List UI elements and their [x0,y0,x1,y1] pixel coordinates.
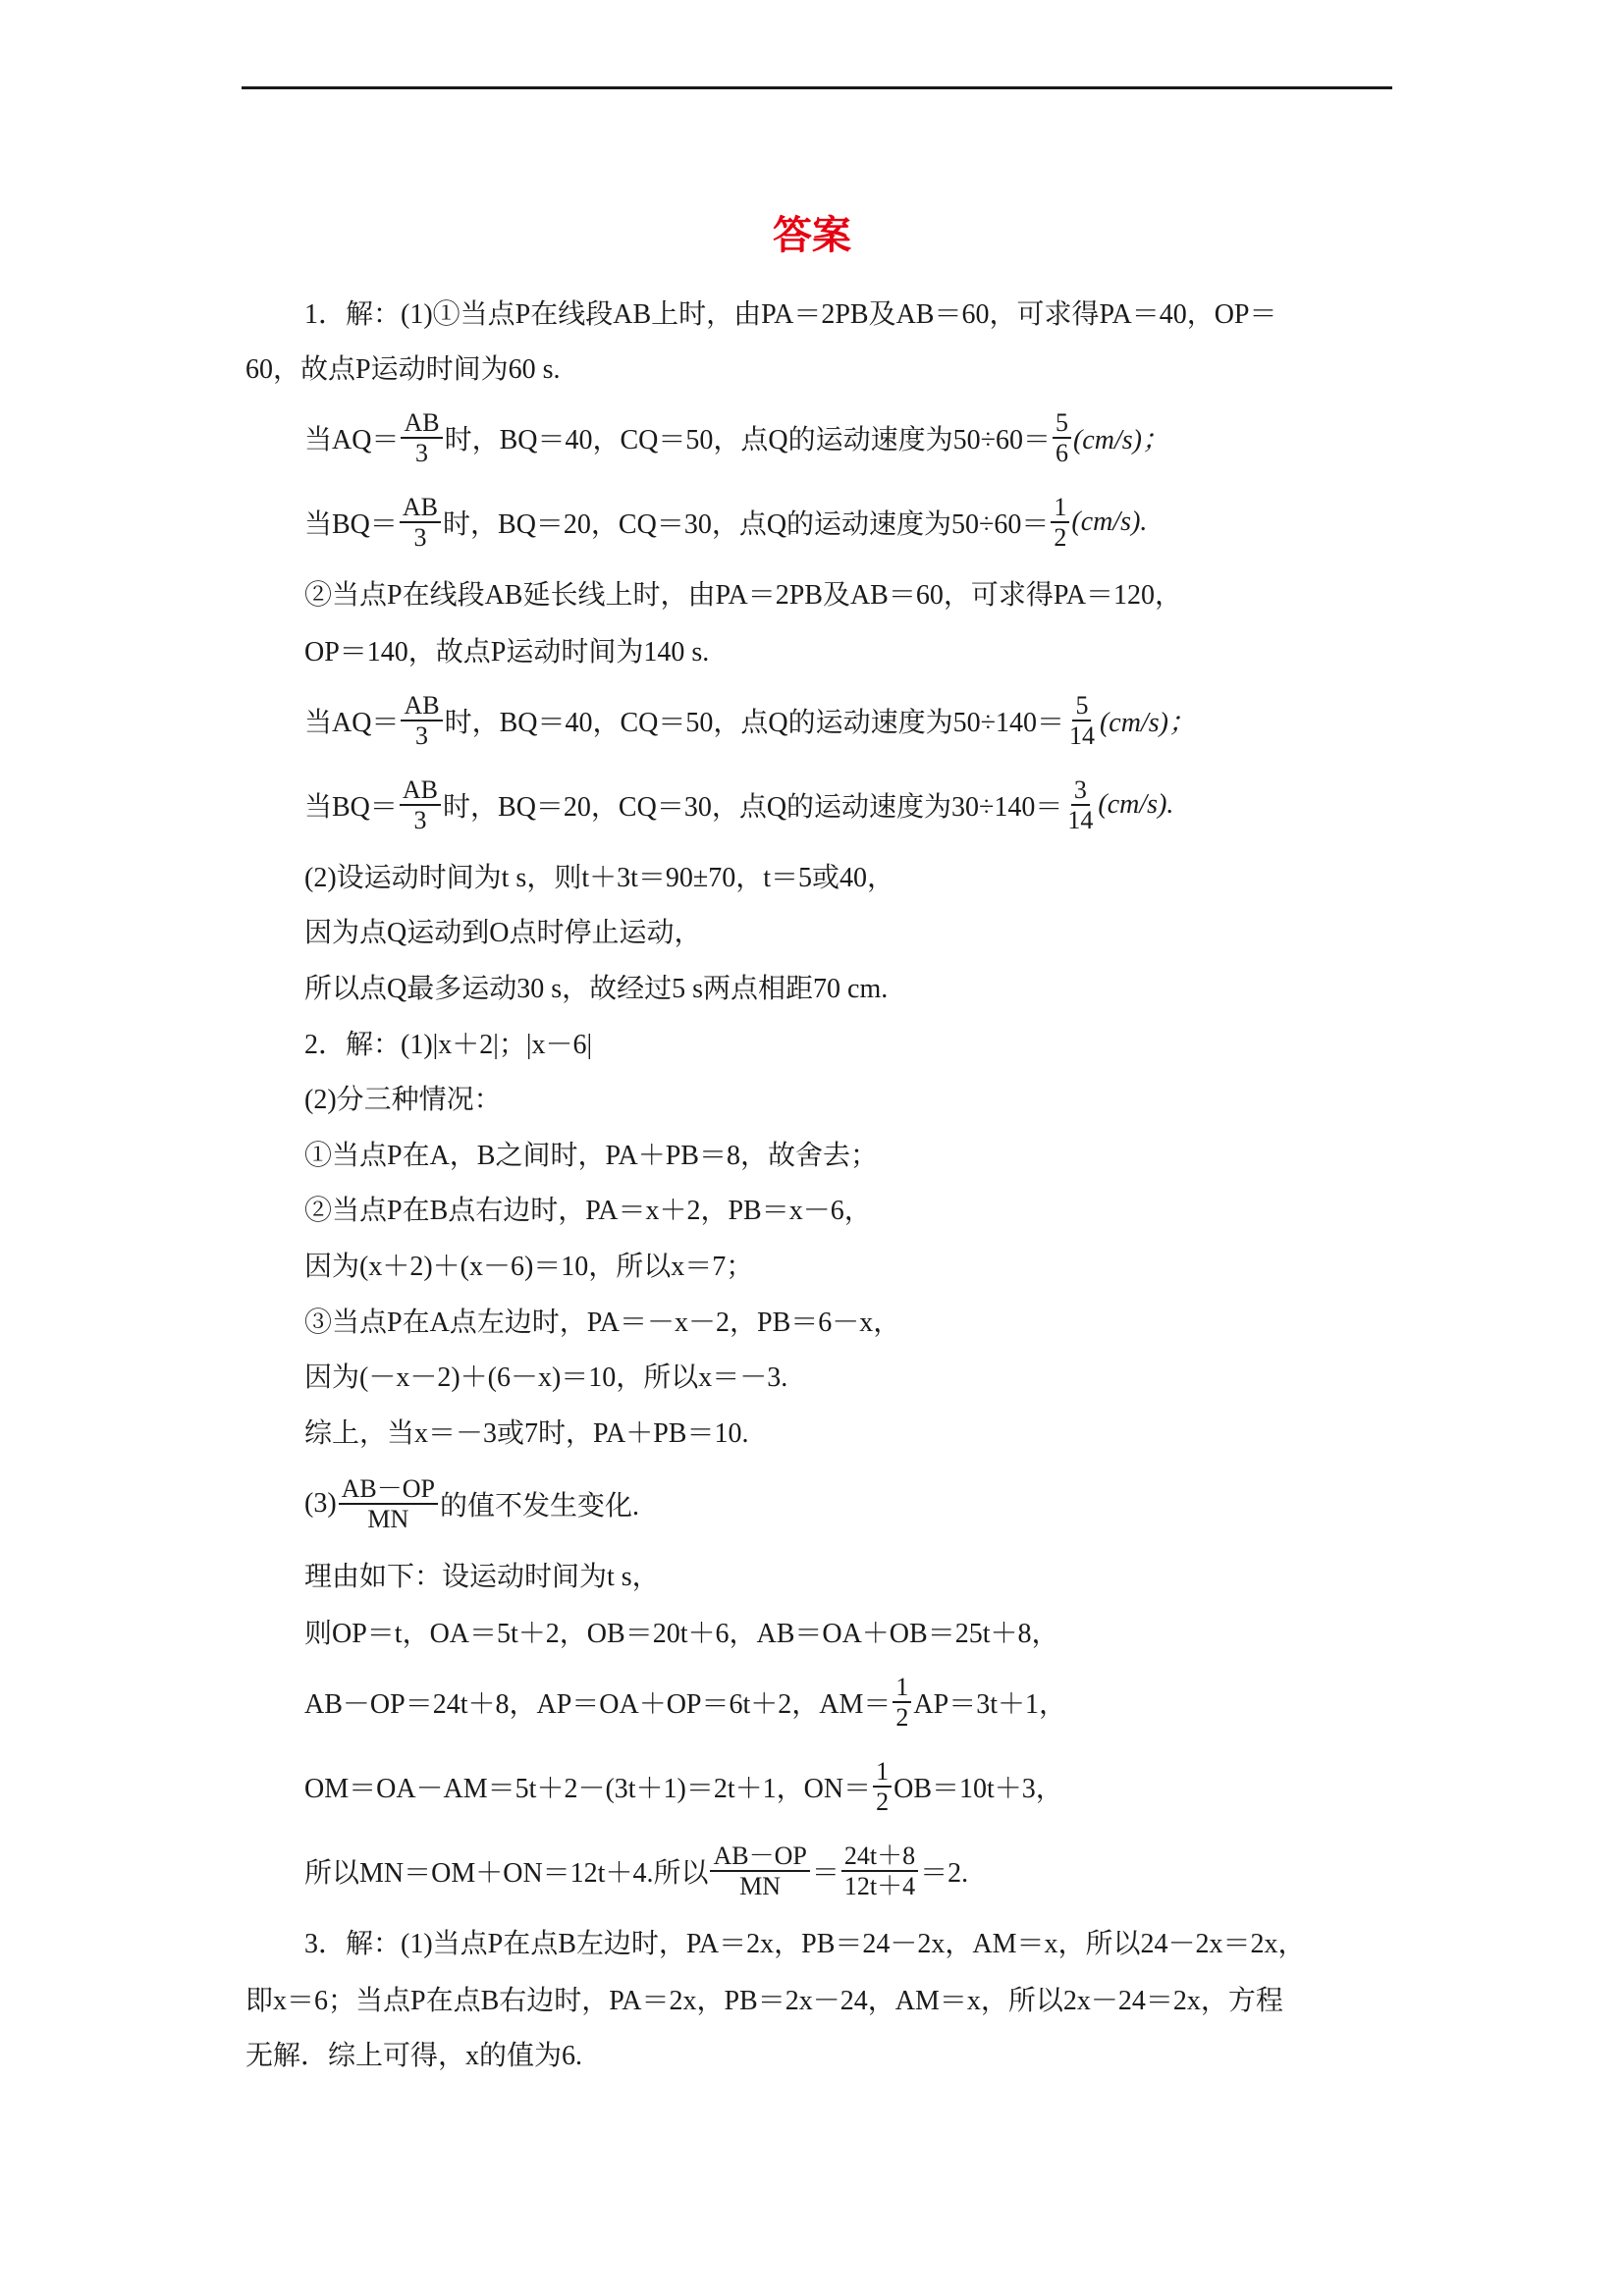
numerator: AB [400,776,441,806]
fraction [893,1674,911,1732]
header-rule [242,86,1392,89]
numerator: AB [401,692,442,721]
text-line: 无解．综上可得，x的值为6. [245,2041,583,2071]
text-segment: AP＝3t＋1， [913,1689,1066,1720]
fraction-line [304,493,1147,552]
text-line: (2)分三种情况： [304,1085,502,1115]
denominator: 2 [1054,523,1067,552]
denominator: 3 [413,806,427,834]
fraction [400,494,441,552]
denominator: MN [367,1505,409,1533]
numerator: 5 [1072,692,1091,721]
text-segment: 时，BQ＝20，CQ＝30，点Q的运动速度为50÷60＝ [443,509,1050,540]
text-line: 即x＝6；当点P在点B右边时，PA＝2x，PB＝2x－24，AM＝x，所以2x－24＝2x，方程 [245,1986,1283,2016]
denominator: 2 [876,1788,890,1816]
fraction [401,409,442,467]
text-line: 60，故点P运动时间为60 s. [245,354,561,385]
text-segment: ＝2. [920,1858,969,1889]
text-line: 所以点Q最多运动30 s，故经过5 s两点相距70 cm. [304,974,889,1004]
fraction [1066,692,1098,750]
text-segment: 当BQ＝ [304,509,398,540]
text-line: 理由如下：设运动时间为t s， [304,1562,660,1592]
denominator: 12t＋4 [843,1872,916,1900]
text-segment: ＝ [811,1858,839,1889]
text-line: 3．解：(1)当点P在点B左边时，PA＝2x，PB＝24－2x，AM＝x，所以24－2x＝2x， [304,1929,1306,1959]
fraction-line [304,1842,968,1900]
fraction [1053,409,1071,467]
text-line: 因为点Q运动到O点时停止运动， [304,918,702,948]
fraction [710,1842,809,1900]
denominator: MN [739,1872,782,1900]
numerator: 1 [1051,494,1069,523]
numerator: 1 [893,1674,911,1703]
text-segment: 时，BQ＝40，CQ＝50，点Q的运动速度为50÷140＝ [444,708,1064,738]
text-line: ②当点P在线段AB延长线上时，由PA＝2PB及AB＝60，可求得PA＝120， [304,580,1183,611]
denominator: 14 [1068,721,1095,750]
fraction [873,1758,892,1816]
numerator: AB－OP [710,1842,809,1872]
numerator: 1 [873,1758,892,1788]
text-segment: 时，BQ＝20，CQ＝30，点Q的运动速度为30÷140＝ [443,792,1063,823]
text-line: ①当点P在A，B之间时，PA＋PB＝8，故舍去； [304,1141,878,1171]
denominator: 2 [895,1703,909,1732]
fraction [401,692,442,750]
text-segment: 的值不发生变化. [440,1491,640,1522]
text-segment: AB－OP＝24t＋8，AP＝OA＋OP＝6t＋2，AM＝ [304,1689,892,1720]
numerator: AB [401,409,442,439]
text-segment: (cm/s). [1071,507,1148,537]
text-line: 综上，当x＝－3或7时，PA＋PB＝10. [304,1418,749,1449]
text-line: ③当点P在A点左边时，PA＝－x－2，PB＝6－x， [304,1308,901,1338]
text-segment: OM＝OA－AM＝5t＋2－(3t＋1)＝2t＋1，ON＝ [304,1774,872,1804]
text-segment: (cm/s). [1098,789,1174,820]
fraction [400,776,441,834]
fraction-line [304,775,1173,834]
fraction [841,1842,918,1900]
text-segment: (cm/s)； [1099,708,1196,738]
numerator: 24t＋8 [841,1842,918,1872]
fraction [1051,494,1069,552]
denominator: 3 [415,721,429,750]
denominator: 14 [1067,806,1094,834]
fraction-line [304,408,1169,467]
text-segment: (3) [304,1488,337,1519]
denominator: 3 [415,439,429,467]
fraction-line [304,691,1196,750]
fraction-line [304,1673,1066,1732]
text-line: 2．解：(1)|x＋2|；|x－6| [304,1030,593,1060]
fraction-line [304,1474,639,1533]
text-segment: 当AQ＝ [304,425,400,455]
text-line: OP＝140，故点P运动时间为140 s. [304,637,710,667]
text-line: 因为(－x－2)＋(6－x)＝10，所以x＝－3. [304,1362,788,1393]
text-segment: OB＝10t＋3， [893,1774,1063,1804]
text-line: 因为(x＋2)＋(x－6)＝10，所以x＝7； [304,1252,754,1282]
numerator: AB－OP [339,1475,438,1505]
numerator: AB [400,494,441,523]
page-title: 答案 [773,213,851,258]
text-segment: 当AQ＝ [304,708,400,738]
text-segment: 所以MN＝OM＋ON＝12t＋4.所以 [304,1858,709,1889]
fraction [339,1475,438,1533]
text-segment: (cm/s)； [1072,425,1169,455]
text-line: 1．解：(1)①当点P在线段AB上时，由PA＝2PB及AB＝60，可求得PA＝40，OP＝ [304,299,1277,330]
text-segment: 当BQ＝ [304,792,398,823]
text-segment: 时，BQ＝40，CQ＝50，点Q的运动速度为50÷60＝ [444,425,1051,455]
numerator: 5 [1053,409,1071,439]
text-line: (2)设运动时间为t s，则t＋3t＝90±70，t＝5或40， [304,863,895,893]
numerator: 3 [1071,776,1090,806]
text-line: 则OP＝t，OA＝5t＋2，OB＝20t＋6，AB＝OA＋OB＝25t＋8， [304,1619,1059,1649]
text-line: ②当点P在B点右边时，PA＝x＋2，PB＝x－6， [304,1196,872,1226]
fraction-line [304,1757,1063,1816]
fraction [1064,776,1096,834]
denominator: 3 [413,523,427,552]
denominator: 6 [1055,439,1068,467]
